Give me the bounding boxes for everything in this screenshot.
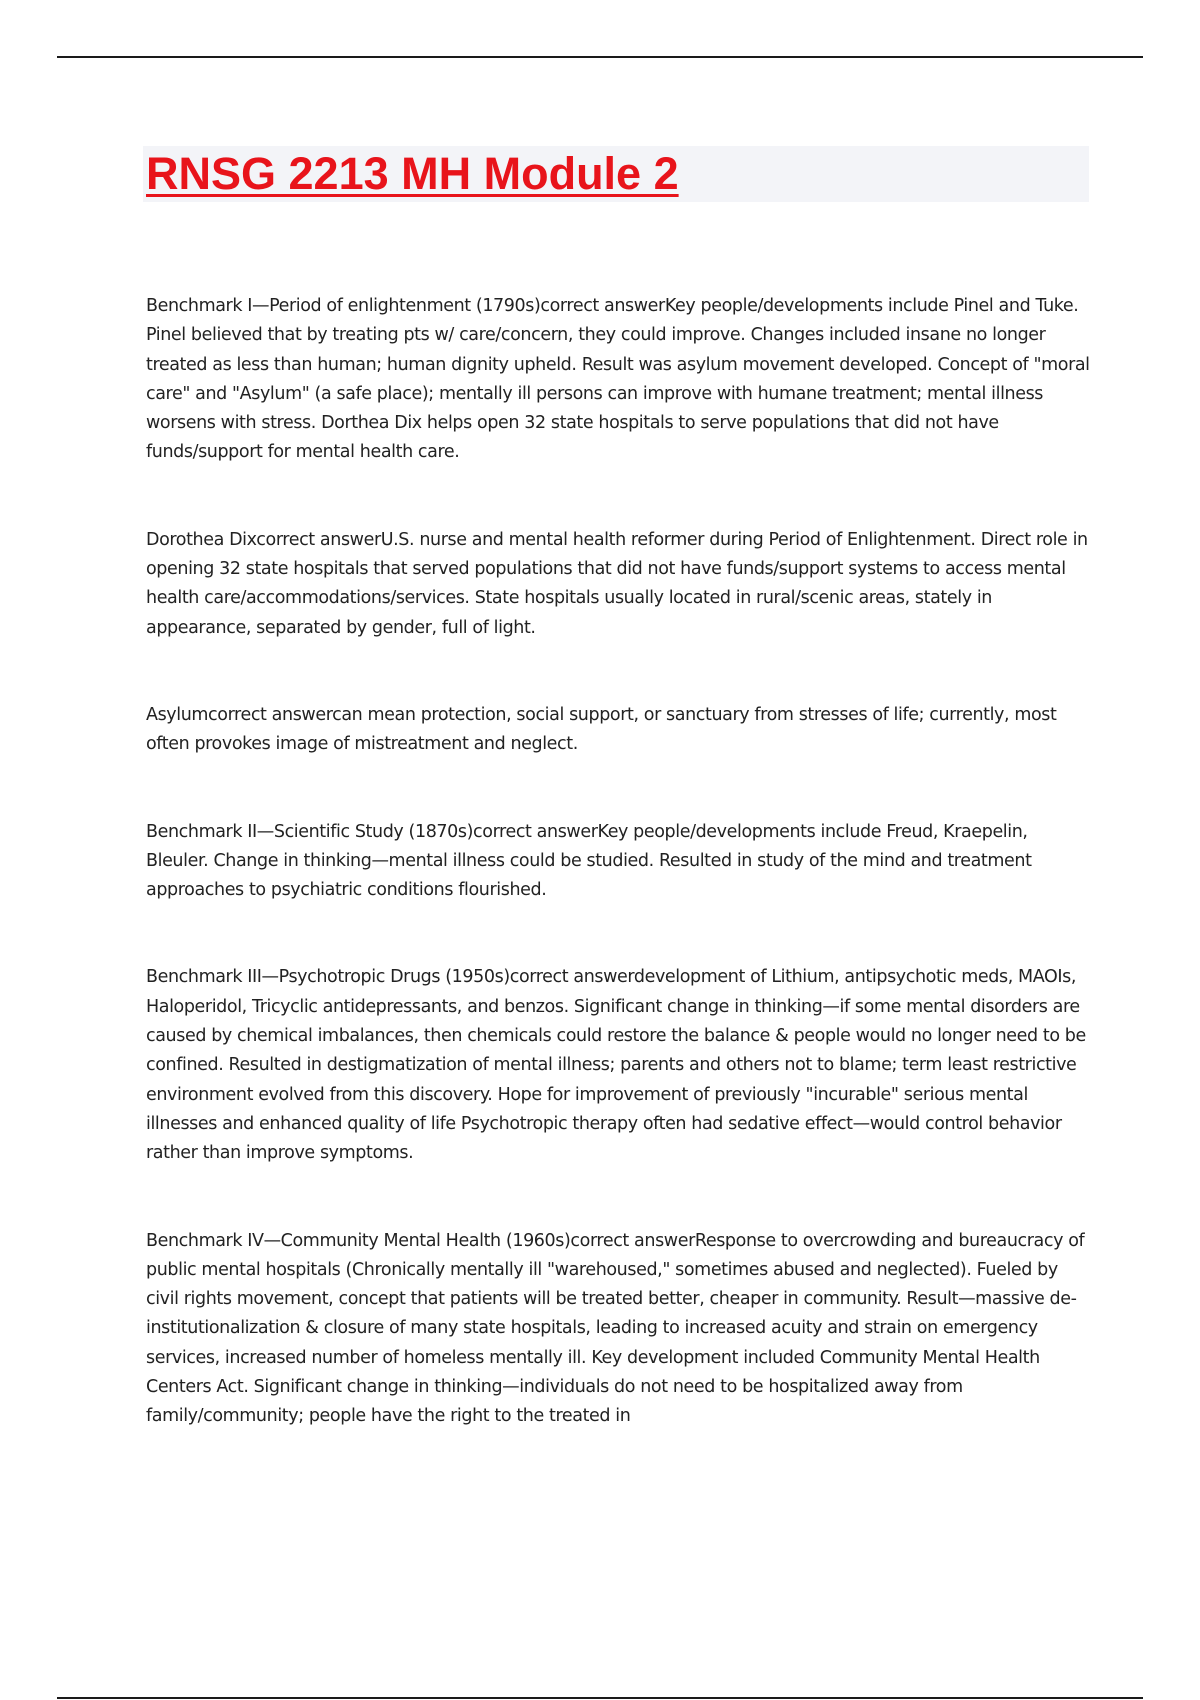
entry-benchmark-3: Benchmark III—Psychotropic Drugs (1950s)correct answerdevelopment of Lithium, antipsychotic meds, MAOIs, Haloperidol, Tricyclic antidepressants, and benzos. Significant change in thinking—if some mental disorders are caused by chemical imbalances, then chemicals could restore the balance & people would no longer need to be confined. Resulted in destigmatization of mental illness; parents and others not to blame; term least restrictive environment evolved from this discovery. Hope for improvement of previously "incurable" serious mental illnesses and enhanced quality of life Psychotropic therapy often had sedative effect—would control behavior rather than improve symptoms. [146,967,1086,1164]
entry-benchmark-2: Benchmark II—Scientific Study (1870s)correct answerKey people/developments include Freud, Kraepelin, Bleuler. Change in thinking—mental illness could be studied. Resulted in study of the mind and treatment approaches to psychiatric conditions flourished. [146,821,1032,901]
entry-asylum: Asylumcorrect answercan mean protection, social support, or sanctuary from stresses of life; currently, most often provokes image of mistreatment and neglect. [146,704,1057,755]
header-rule [57,56,1143,58]
entries-list [146,292,1091,1432]
document-title: RNSG 2213 MH Module 2 [146,148,679,199]
entry-benchmark-1: Benchmark I—Period of enlightenment (1790s)correct answerKey people/developments include Pinel and Tuke. Pinel believed that by treating pts w/ care/concern, they could improve. Changes included insane no longer treated as less than human; human dignity upheld. Result was asylum movement developed. Concept of "moral care" and "Asylum" (a safe place); mentally ill persons can improve with humane treatment; mental illness worsens with stress. Dorthea Dix helps open 32 state hospitals to serve populations that did not have funds/support for mental health care. [146,296,1090,463]
footer-rule [57,1697,1143,1699]
entry-dorothea-dix: Dorothea Dixcorrect answerU.S. nurse and mental health reformer during Period of Enlightenment. Direct role in opening 32 state hospitals that served populations that did not have funds/support systems to access mental health care/accommodations/services. State hospitals usually located in rural/scenic areas, stately in appearance, separated by gender, full of light. [146,529,1088,638]
entry-benchmark-4: Benchmark IV—Community Mental Health (1960s)correct answerResponse to overcrowding and bureaucracy of public mental hospitals (Chronically mentally ill "warehoused," sometimes abused and neglected). Fueled by civil rights movement, concept that patients will be treated better, cheaper in community. Result—massive de-institutionalization & closure of many state hospitals, leading to increased acuity and strain on emergency services, increased number of homeless mentally ill. Key development included Community Mental Health Centers Act. Significant change in thinking—individuals do not need to be hospitalized away from family/community; people have the right to the treated in [146,1230,1085,1427]
